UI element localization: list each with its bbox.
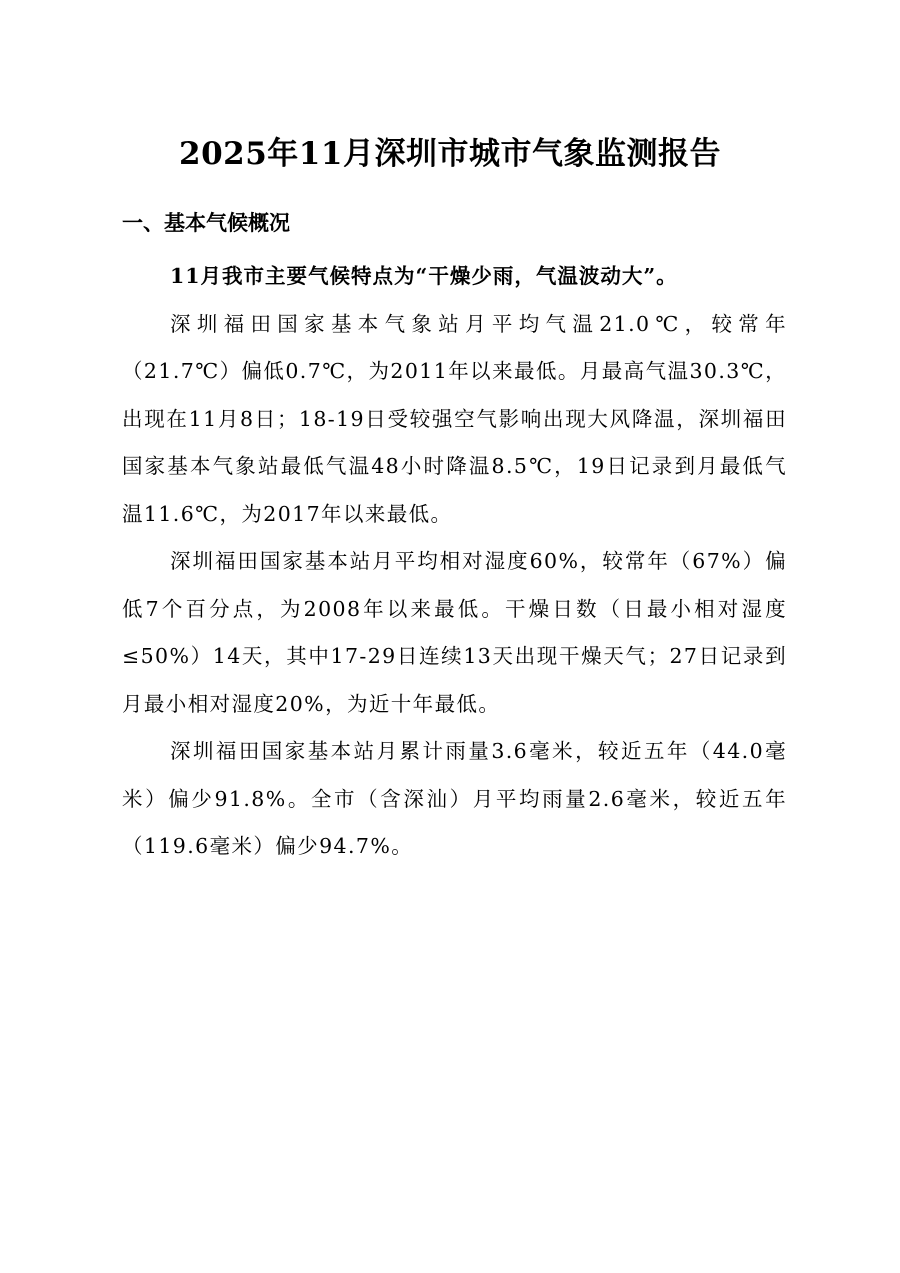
document-title: 2025年11月深圳市城市气象监测报告 bbox=[179, 136, 721, 172]
temperature-paragraph: 深圳福田国家基本气象站月平均气温21.0℃，较常年（21.7℃）偏低0.7℃，为2011年以来最低。月最高气温30.3℃，出现在11月8日；18-19日受较强空气影响出现大风降温，深圳福田国家基本气象站最低气温48小时降温8.5℃，19日记录到月最低气温11.6℃，为2017年以来最低。 bbox=[122, 311, 787, 526]
section-body bbox=[122, 253, 787, 871]
humidity-paragraph: 深圳福田国家基本站月平均相对湿度60%，较常年（67%）偏低7个百分点，为2008年以来最低。干燥日数（日最小相对湿度≤50%）14天，其中17-29日连续13天出现干燥天气；27日记录到月最小相对湿度20%，为近十年最低。 bbox=[122, 549, 787, 716]
climate-summary: 11月我市主要气候特点为“干燥少雨，气温波动大”。 bbox=[170, 264, 678, 288]
section-heading-basic-climate: 一、基本气候概况 bbox=[122, 211, 290, 235]
rainfall-paragraph: 深圳福田国家基本站月累计雨量3.6毫米，较近五年（44.0毫米）偏少91.8%。全市（含深汕）月平均雨量2.6毫米，较近五年（119.6毫米）偏少94.7%。 bbox=[122, 739, 787, 858]
